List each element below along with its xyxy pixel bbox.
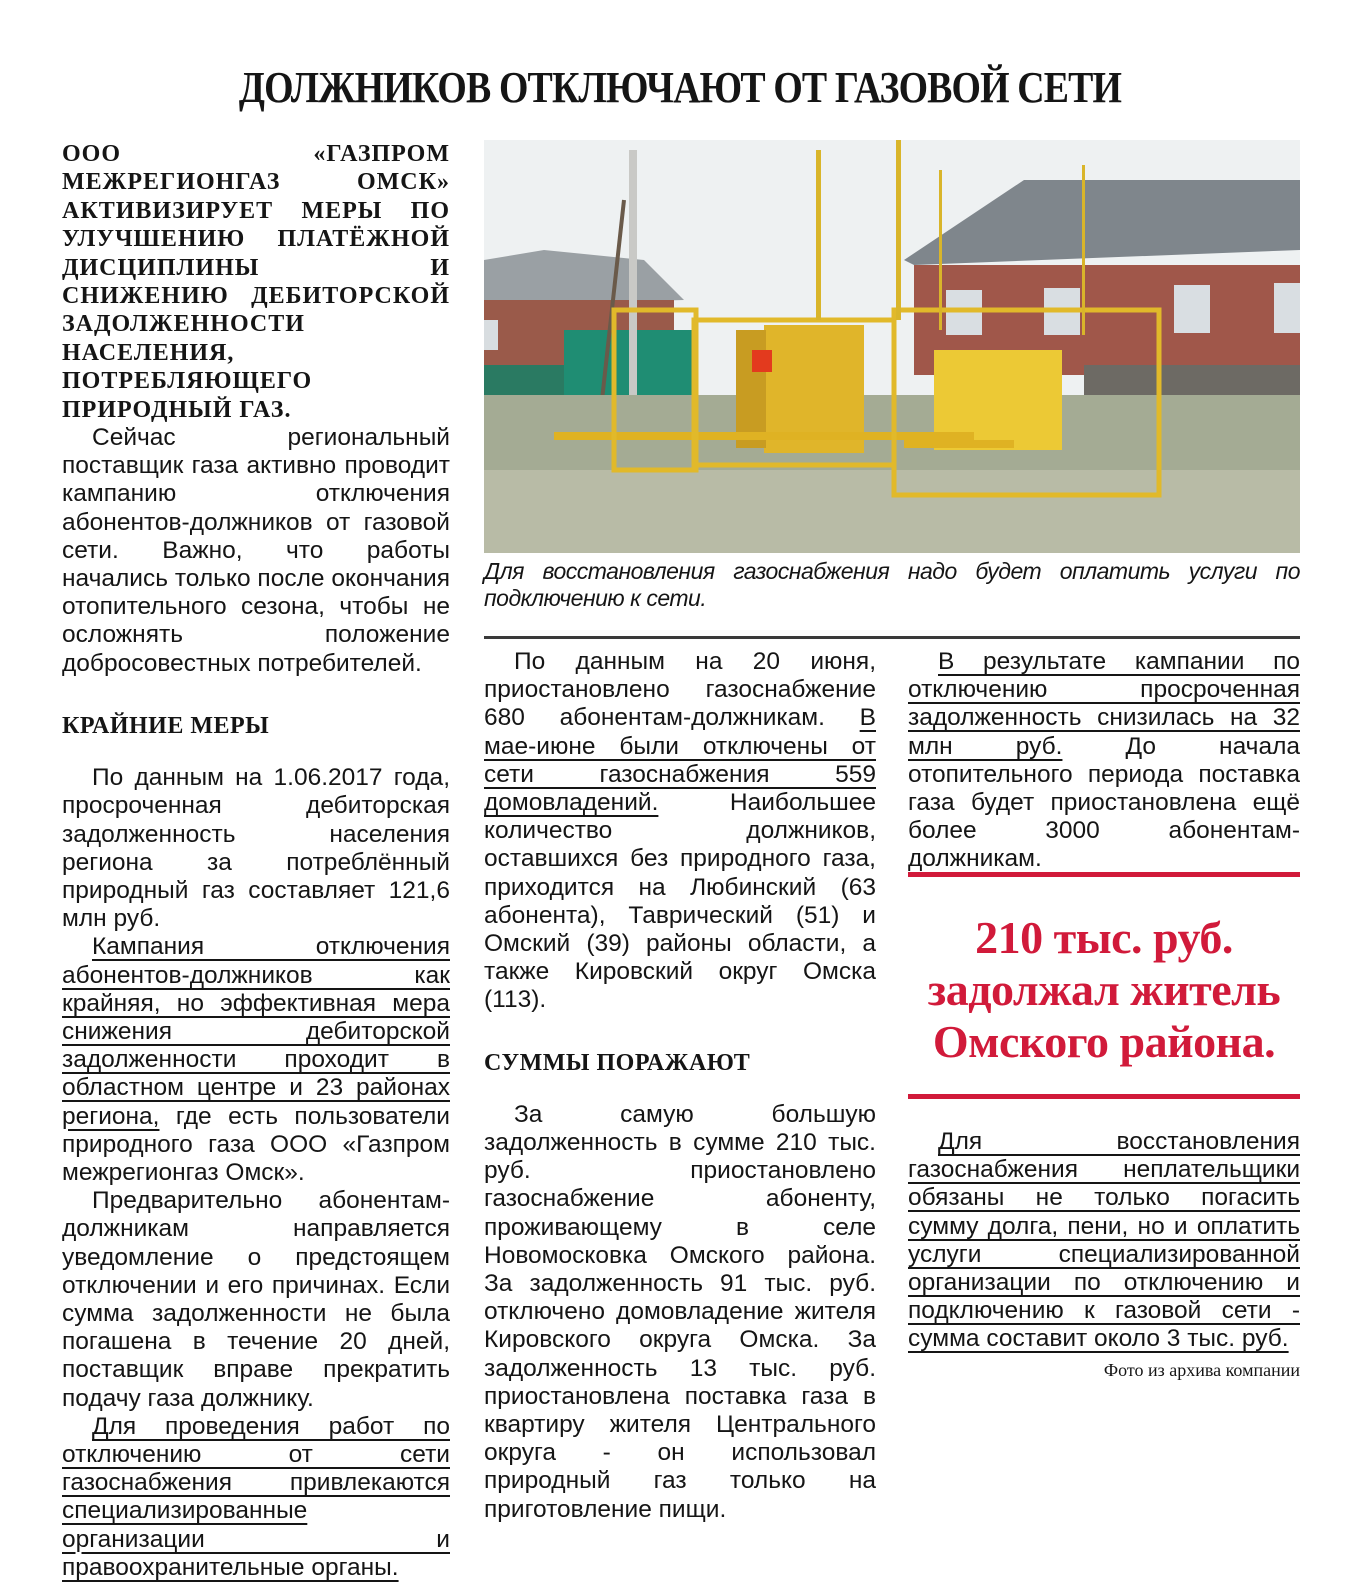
column-2 xyxy=(484,648,876,1524)
results-rest: До начала отопительного периода поставка газа будет приостановлена ещё более 3000 абонентам-должникам. xyxy=(908,732,1300,873)
subhead-amounts-shock: СУММЫ ПОРАЖАЮТ xyxy=(484,1049,751,1076)
column-1 xyxy=(62,140,450,1582)
campaign-underlined: Кампания отключения абонентов-должников как крайняя, но эффективная мера снижения дебиторской задолженности проходит в областном центре и 23 районах региона, xyxy=(62,933,450,1130)
article-headline: ДОЛЖНИКОВ ОТКЛЮЧАЮТ ОТ ГАЗОВОЙ СЕТИ xyxy=(238,63,1122,112)
paragraph-debt-total: По данным на 1.06.2017 года, просроченная дебиторская задолженность населения региона за потреблённый природный газ составляет 121,6 млн руб. xyxy=(62,764,450,933)
subhead-extreme-measures: КРАЙНИЕ МЕРЫ xyxy=(62,712,270,739)
campaign-rest: где есть пользователи природного газа ООО «Газпром межрегионгаз Омск». xyxy=(62,1102,450,1186)
paragraph-june-data xyxy=(484,648,876,1015)
paragraph-restoration xyxy=(908,1128,1300,1354)
results-underlined: В результате кампании по отключению просроченная задолженность снизилась на 32 млн руб. xyxy=(908,648,1300,760)
paragraph-notification: Предварительно абонентам-должникам направляется уведомление о предстоящем отключении и его причинах. Если сумма задолженности не была погашена в течение 20 дней, поставщик вправе прекратить подачу газа должнику. xyxy=(62,1187,450,1412)
lead-paragraph: ООО «ГАЗПРОМ МЕЖРЕГИОНГАЗ ОМСК» АКТИВИЗИРУЕТ МЕРЫ ПО УЛУЧШЕНИЮ ПЛАТЁЖНОЙ ДИСЦИПЛИНЫ И СНИЖЕНИЮ ДЕБИТОРСКОЙ ЗАДОЛЖЕННОСТИ НАСЕЛЕНИЯ, ПОТРЕБЛЯЮЩЕГО ПРИРОДНЫЙ ГАЗ. xyxy=(62,141,450,423)
gas-station-photo-illustration xyxy=(484,140,1300,553)
paragraph-contractors xyxy=(62,1413,450,1582)
column-3-bottom xyxy=(908,1128,1300,1354)
pullquote-top-rule xyxy=(908,872,1300,877)
pullquote-bottom-rule xyxy=(908,1094,1300,1099)
june-data-end: Наибольшее количество должников, оставшихся без природного газа, приходится на Любинский (63 абонента), Таврический (51) и Омский (39) районы области, а также Кировский округ Омска (113). xyxy=(484,789,876,1014)
column-top-rule xyxy=(484,636,1300,639)
photo-credit: Фото из архива компании xyxy=(1103,1360,1300,1380)
article-photo xyxy=(484,140,1300,553)
paragraph-campaign xyxy=(62,933,450,1187)
paragraph-results xyxy=(908,648,1300,874)
paragraph-largest-debts: За самую большую задолженность в сумме 210 тыс. руб. приостановлено газоснабжение абоненту, проживающему в селе Новомосковка Омского района. За задолженность 91 тыс. руб. отключено домовладение жителя Кировского округа Омска. За задолженность 13 тыс. руб. приостановлена поставка газа в квартиру жителя Центрального округа - он использовал природный газ только на приготовление пищи. xyxy=(484,1100,876,1523)
contractors-underlined: Для проведения работ по отключению от сети газоснабжения привлекаются специализированные организации и правоохранительные органы. xyxy=(62,1412,450,1581)
intro-paragraph: Сейчас региональный поставщик газа активно проводит кампанию отключения абонентов-должников от газовой сети. Важно, что работы начались только после окончания отопительного сезона, чтобы не осложнять положение добросовестных потребителей. xyxy=(62,424,450,677)
june-data-start: По данным на 20 июня, приостановлено газоснабжение 680 абонентам-должникам. xyxy=(484,648,876,732)
column-3 xyxy=(908,648,1300,874)
restoration-underlined: Для восстановления газоснабжения неплательщики обязаны не только погасить сумму долга, пени, но и оплатить услуги специализированной организации по отключению и подключению к газовой сети - сумма составит около 3 тыс. руб. xyxy=(908,1128,1300,1353)
photo-caption: Для восстановления газоснабжения надо будет оплатить услуги по подключению к сети. xyxy=(484,558,1300,611)
june-data-underlined: В мае-июне были отключены от сети газоснабжения 559 домовладений. xyxy=(484,704,876,817)
pullquote: 210 тыс. руб. задолжал житель Омского района. xyxy=(927,912,1281,1067)
